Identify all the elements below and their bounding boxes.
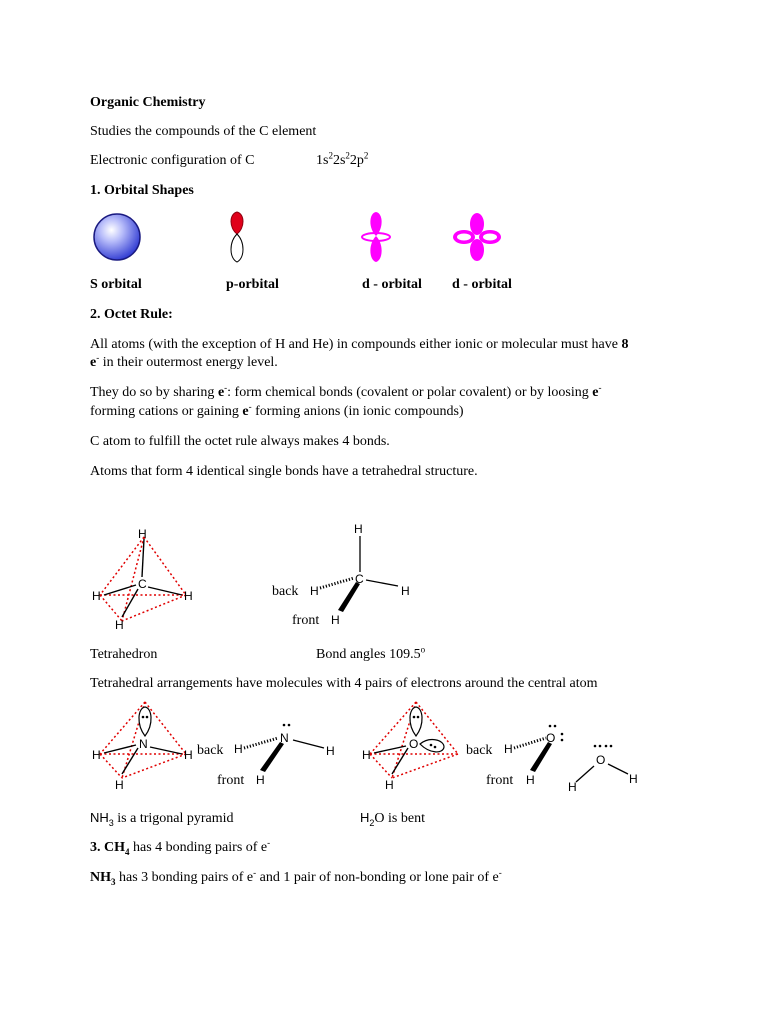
methane-h-left: H [92,589,101,603]
octet-p3: C atom to fulfill the octet rule always makes 4 bonds. [90,434,390,449]
wedge-h-back: H [310,584,319,598]
config-label: Electronic configuration of C [90,153,255,168]
methane-h-top: H [138,527,147,541]
water-back-label: back [466,743,493,758]
ammonia-wedge-h-right: H [326,744,335,758]
ammonia-h-right: H [184,748,193,762]
wedge-h-right: H [401,584,410,598]
orbital-label-d1: d - orbital [362,277,422,292]
section1-title: 1. Orbital Shapes [90,183,194,198]
ammonia-wedge-structure [232,720,342,790]
bond-angle-caption: Bond angles 109.5$^o$ [316,644,426,662]
methane-front-label: front [292,613,320,628]
tetrahedron-caption: Tetrahedron [90,647,158,662]
wedge-h-front: H [331,613,340,627]
wedge-c: C [355,572,364,586]
dz2-orbital-illustration [360,210,392,266]
ammonia-wedge-n: N [280,731,289,745]
section3-line2: $NH_3$ has 3 bonding pairs of e- and 1 pair of non-bonding or lone pair of e- [90,867,502,887]
bent-o: O [596,753,606,767]
octet-p4: Atoms that form 4 identical single bonds have a tetrahedral structure. [90,464,478,479]
octet-p1-line1: All atoms (with the exception of H and He) in compounds either ionic or molecular must have 8 [90,337,629,352]
methane-h-bottom: H [115,618,124,632]
water-h-bottom: H [385,778,394,792]
octet-p2-line2: forming cations or gaining e- forming anions (in ionic compounds) [90,401,464,419]
ammonia-h-bottom: H [115,778,124,792]
water-h-left: H [362,748,371,762]
ammonia-wedge-h-front: H [256,773,265,787]
section2-title: 2. Octet Rule: [90,307,173,322]
octet-p1-line2: e- in their outermost energy level. [90,352,278,370]
water-wedge-h-back: H [504,742,513,756]
methane-c: C [138,577,147,591]
config-value: $1s^22s^22p^2$ [316,150,369,168]
ammonia-n: N [139,737,148,751]
methane-wedge-structure [310,520,420,630]
water-o: O [409,737,419,751]
water-wedge-h-front: H [526,773,535,787]
octet-p2-line1: They do so by sharing e-: form chemical bonds (covalent or polar covalent) or by loosing e- [90,382,602,400]
section3-line1: 3. $CH_4$ has 4 bonding pairs of e- [90,837,271,857]
methane-tetrahedron-diagram [88,525,198,635]
ammonia-tetrahedron-diagram [88,698,198,798]
ammonia-front-label: front [217,773,245,788]
methane-h-right: H [184,589,193,603]
arrangements-text: Tetrahedral arrangements have molecules with 4 pairs of electrons around the central atom [90,676,598,691]
intro-text: Studies the compounds of the C element [90,124,317,139]
d-clover-orbital-illustration [452,212,504,264]
ammonia-caption: $NH_3$ is a trigonal pyramid [90,810,234,828]
ammonia-back-label: back [197,743,224,758]
bent-h-right: H [629,772,638,786]
orbital-label-d2: d - orbital [452,277,512,292]
bent-h-left: H [568,780,577,794]
page-title: Organic Chemistry [90,95,206,110]
water-caption: $H_2O$ is bent [360,810,425,828]
water-tetrahedron-diagram [358,698,468,798]
orbital-label-p: p-orbital [226,277,279,292]
ammonia-wedge-h-back: H [234,742,243,756]
methane-back-label: back [272,584,299,599]
water-wedge-o: O [546,731,556,745]
water-front-label: front [486,773,514,788]
wedge-h-top: H [354,522,363,536]
ammonia-h-left: H [92,748,101,762]
s-orbital-illustration [92,212,144,264]
water-bent-structure [564,740,644,796]
p-orbital-illustration [226,210,248,266]
orbital-label-s: S orbital [90,277,142,292]
